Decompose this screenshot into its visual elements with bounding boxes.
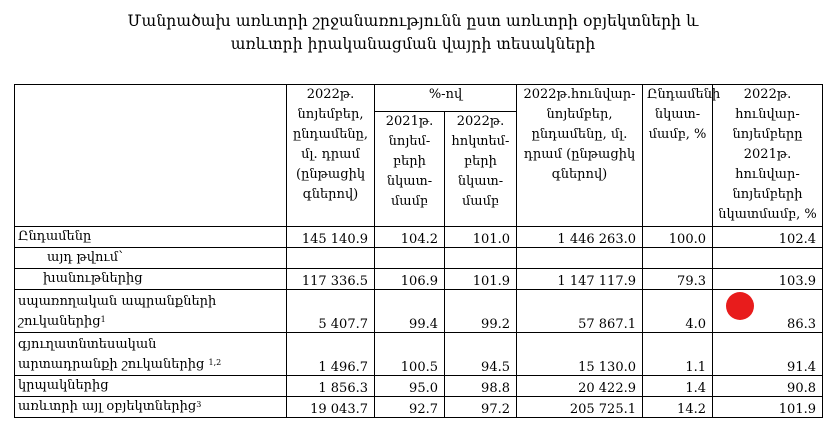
cell-jan-nov-value: 1 446 263.0 — [517, 227, 643, 248]
header-percent-group: %-ով — [375, 85, 517, 112]
table-row — [15, 269, 823, 290]
cell-share: 79.3 — [643, 269, 713, 290]
header-value-2022: 2022թ. նոյեմբեր, ընդամենը, մլ. դրամ (ընթացիկ գներով) — [287, 85, 375, 227]
cell-value-2022: 145 140.9 — [287, 227, 375, 248]
cell-jan-nov-vs-2021: 103.9 — [713, 269, 823, 290]
title-line-1: Մանրածախ առևտրի շրջանառությունն ըստ առևտրի օբյեկտների և — [127, 12, 699, 30]
header-vs-oct-2022: 2022թ. հոկտեմ- բերի նկատ- մամբ — [445, 112, 517, 227]
cell-share: 4.0 — [643, 290, 713, 333]
cell-jan-nov-vs-2021: 101.9 — [713, 397, 823, 418]
cell-vs-oct: 97.2 — [445, 397, 517, 418]
cell-jan-nov-value: 1 147 117.9 — [517, 269, 643, 290]
cell-value-2022: 19 043.7 — [287, 397, 375, 418]
header-label-cell — [15, 85, 287, 227]
cell-jan-nov-value: 20 422.9 — [517, 376, 643, 397]
row-label — [15, 290, 287, 333]
cell-value-2022: 117 336.5 — [287, 269, 375, 290]
cell-vs-2021: 100.5 — [375, 333, 445, 376]
cell-jan-nov-value: 205 725.1 — [517, 397, 643, 418]
row-label-line-2: շուկաներից$^1$ — [18, 314, 106, 329]
footnote-ref: 1 — [100, 315, 106, 324]
cell-value-2022: 1 856.3 — [287, 376, 375, 397]
cell-vs-oct — [445, 248, 517, 269]
header-jan-nov-value: 2022թ.հունվար- նոյեմբեր, ընդամենը, մլ. դրամ (ընթացիկ գներով) — [517, 85, 643, 227]
cell-share: 1.1 — [643, 333, 713, 376]
row-label: կրպակներից — [15, 376, 287, 397]
table-row — [15, 376, 823, 397]
table-row — [15, 248, 823, 269]
cell-jan-nov-vs-2021: 86.3 — [713, 290, 823, 333]
cell-jan-nov-vs-2021: 102.4 — [713, 227, 823, 248]
cell-jan-nov-value: 15 130.0 — [517, 333, 643, 376]
table-row — [15, 227, 823, 248]
cell-vs-2021: 99.4 — [375, 290, 445, 333]
cell-vs-2021: 106.9 — [375, 269, 445, 290]
table-row — [15, 290, 823, 333]
row-label: խանութներից — [15, 269, 287, 290]
cell-vs-2021 — [375, 248, 445, 269]
table-row — [15, 333, 823, 376]
cell-vs-2021: 92.7 — [375, 397, 445, 418]
header-vs-2021: 2021թ. նոյեմ- բերի նկատ- մամբ — [375, 112, 445, 227]
table-title — [0, 10, 826, 56]
cell-share: 100.0 — [643, 227, 713, 248]
row-label: առևտրի այլ օբյեկտներից$^3$ — [15, 397, 287, 418]
footnote-ref: 3 — [196, 400, 202, 409]
cell-share: 14.2 — [643, 397, 713, 418]
row-label-line-1: գյուղատնտեսական — [18, 337, 157, 352]
cell-vs-oct: 98.8 — [445, 376, 517, 397]
header-row-1 — [15, 85, 823, 112]
retail-turnover-table — [14, 84, 823, 418]
header-share: Ընդամենի նկատ- մամբ, % — [643, 85, 713, 227]
row-label: Ընդամենը — [15, 227, 287, 248]
table-row — [15, 397, 823, 418]
cell-vs-2021: 95.0 — [375, 376, 445, 397]
cell-value-2022: 5 407.7 — [287, 290, 375, 333]
footnote-ref: 1,2 — [208, 358, 222, 367]
row-label — [15, 333, 287, 376]
cell-vs-oct: 99.2 — [445, 290, 517, 333]
red-dot-marker — [726, 292, 754, 320]
cell-jan-nov-vs-2021: 90.8 — [713, 376, 823, 397]
cell-vs-oct: 101.0 — [445, 227, 517, 248]
cell-jan-nov-value — [517, 248, 643, 269]
row-label-line-2: արտադրանքի շուկաներից $^{1,2}$ — [18, 357, 222, 372]
cell-vs-2021: 104.2 — [375, 227, 445, 248]
cell-vs-oct: 94.5 — [445, 333, 517, 376]
cell-value-2022: 1 496.7 — [287, 333, 375, 376]
cell-jan-nov-vs-2021 — [713, 248, 823, 269]
cell-jan-nov-vs-2021: 91.4 — [713, 333, 823, 376]
title-line-2: առևտրի իրականացման վայրի տեսակների — [230, 35, 596, 53]
cell-value-2022 — [287, 248, 375, 269]
cell-share: 1.4 — [643, 376, 713, 397]
header-jan-nov-vs-2021: 2022թ. հունվար- նոյեմբերը 2021թ. հունվար- նոյեմբերի նկատմամբ, % — [713, 85, 823, 227]
cell-jan-nov-value: 57 867.1 — [517, 290, 643, 333]
row-label-line-1: սպառողական ապրանքների — [18, 294, 217, 309]
row-label: այդ թվում` — [15, 248, 287, 269]
cell-share — [643, 248, 713, 269]
cell-vs-oct: 101.9 — [445, 269, 517, 290]
